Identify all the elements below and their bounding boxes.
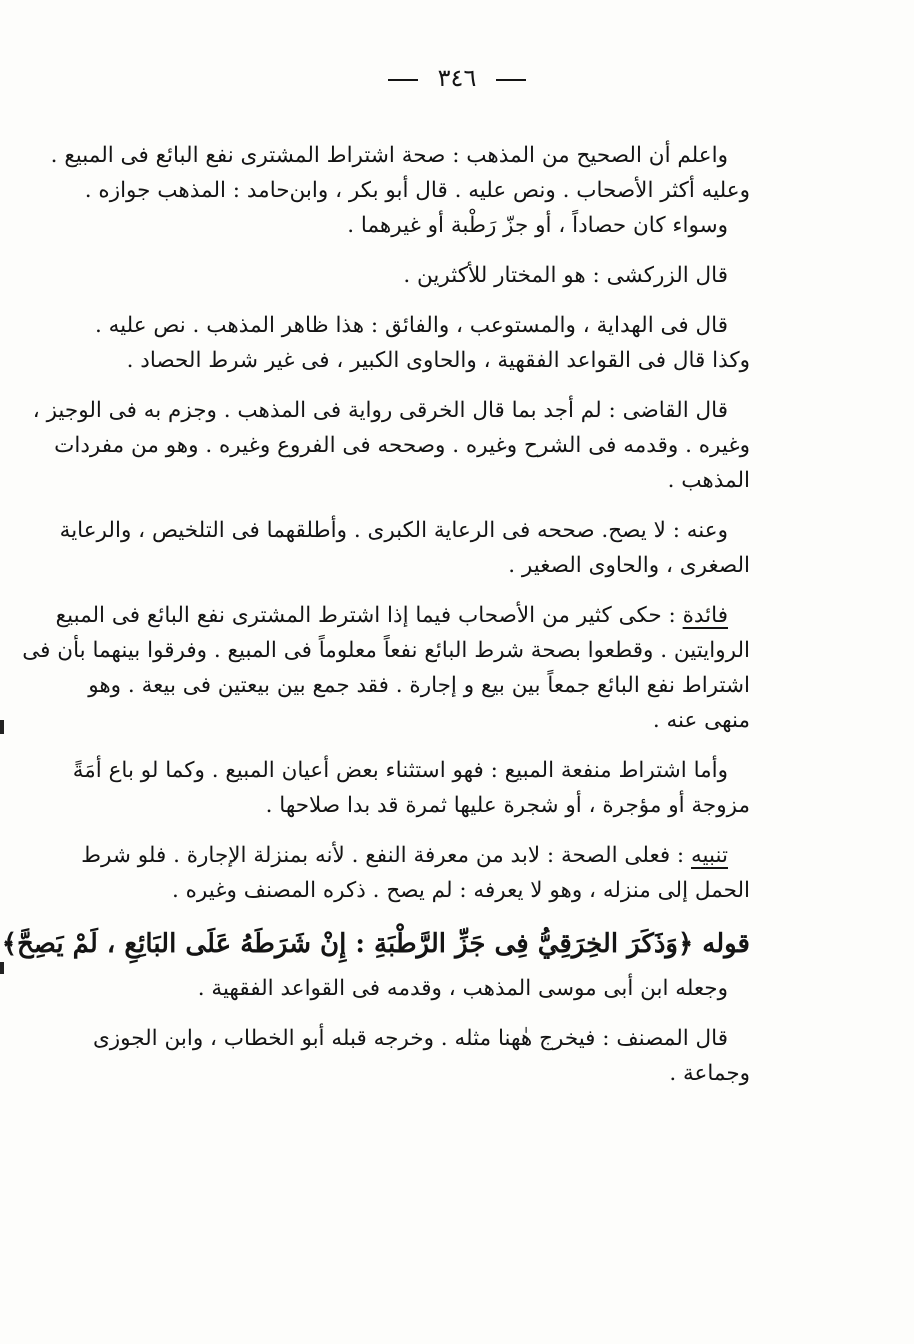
text-line: الصغرى ، والحاوى الصغير .	[508, 553, 750, 578]
paragraph	[81, 838, 750, 908]
text-line	[55, 598, 750, 633]
quoted-matn	[1, 923, 750, 965]
text-line: وعنه : لا يصح. صححه فى الرعاية الكبرى . وأطلقهما فى التلخيص ، والرعاية	[59, 518, 728, 543]
text-line: اشتراط نفع البائع جمعاً بين بيع و إجارة . فقد جمع بين بيعتين فى بيعة . وهو	[88, 673, 750, 698]
paragraph	[100, 258, 750, 293]
paragraph	[22, 598, 750, 738]
page-header	[0, 64, 914, 92]
text-line: واعلم أن الصحيح من المذهب : صحة اشتراط المشترى نفع البائع فى المبيع .	[50, 143, 728, 168]
matn-quote: قوله ﴿وَذَكَرَ الخِرَقِيُّ فِى جَزِّ الرَّطْبَةِ : إِنْ شَرَطَهُ عَلَى البَائِعِ ، لَمْ يَصِحَّ﴾	[1, 929, 750, 959]
paragraph	[100, 971, 750, 1006]
paragraph	[50, 138, 750, 243]
text-fragment: : حكى كثير من الأصحاب فيما إذا اشترط المشترى نفع البائع فى المبيع	[55, 603, 683, 628]
text-line: الحمل إلى منزله ، وهو لا يعرفه : لم يصح . ذكره المصنف وغيره .	[171, 878, 750, 903]
text-line: وكذا قال فى القواعد الفقهية ، والحاوى الكبير ، فى غير شرط الحصاد .	[126, 348, 750, 373]
text-line: وأما اشتراط منفعة المبيع : فهو استثناء بعض أعيان المبيع . وكما لو باع أمَةً	[72, 758, 728, 783]
text-line: قال الزركشى : هو المختار للأكثرين .	[403, 263, 728, 288]
text-line: المذهب .	[667, 468, 750, 493]
text-line: الروايتين . وقطعوا بصحة شرط البائع نفعاً معلوماً فى المبيع . وفرقوا بينهما بأن فى	[22, 638, 750, 663]
text-line: قال القاضى : لم أجد بما قال الخرقى رواية فى المذهب . وجزم به فى الوجيز ،	[32, 398, 728, 423]
text-fragment: : فعلى الصحة : لابد من معرفة النفع . لأنه بمنزلة الإجارة . فلو شرط	[81, 843, 692, 868]
text-line	[81, 838, 750, 873]
text-line: وسواء كان حصاداً ، أو جزّ رَطْبة أو غيرهما .	[347, 213, 728, 238]
text-line: مزوجة أو مؤجرة ، أو شجرة عليها ثمرة قد بدا صلاحها .	[265, 793, 750, 818]
margin-mark	[0, 720, 4, 734]
paragraph	[94, 308, 750, 378]
note-label: تنبيه	[691, 843, 728, 868]
paragraph	[59, 513, 750, 583]
paragraph	[92, 1021, 750, 1091]
text-line: قال المصنف : فيخرج هٰهنا مثله . وخرجه قبله أبو الخطاب ، وابن الجوزى	[92, 1026, 728, 1051]
page-number: ٣٤٦	[437, 64, 477, 92]
text-line: وعليه أكثر الأصحاب . ونص عليه . قال أبو بكر ، وابن‌حامد : المذهب جوازه .	[84, 178, 750, 203]
note-label: فائدة	[682, 603, 728, 628]
paragraph	[72, 753, 750, 823]
text-line: وجماعة .	[669, 1061, 750, 1086]
paragraph	[32, 393, 750, 498]
page-body	[1, 138, 750, 1106]
text-line: منهى عنه .	[652, 708, 750, 733]
text-line: وغيره . وقدمه فى الشرح وغيره . وصححه فى الفروع وغيره . وهو من مفردات	[54, 433, 750, 458]
text-line: قال فى الهداية ، والمستوعب ، والفائق : هذا ظاهر المذهب . نص عليه .	[94, 313, 728, 338]
text-line: وجعله ابن أبى موسى المذهب ، وقدمه فى القواعد الفقهية .	[197, 976, 728, 1001]
header-dash-left	[388, 79, 418, 81]
header-dash-right	[496, 79, 526, 81]
